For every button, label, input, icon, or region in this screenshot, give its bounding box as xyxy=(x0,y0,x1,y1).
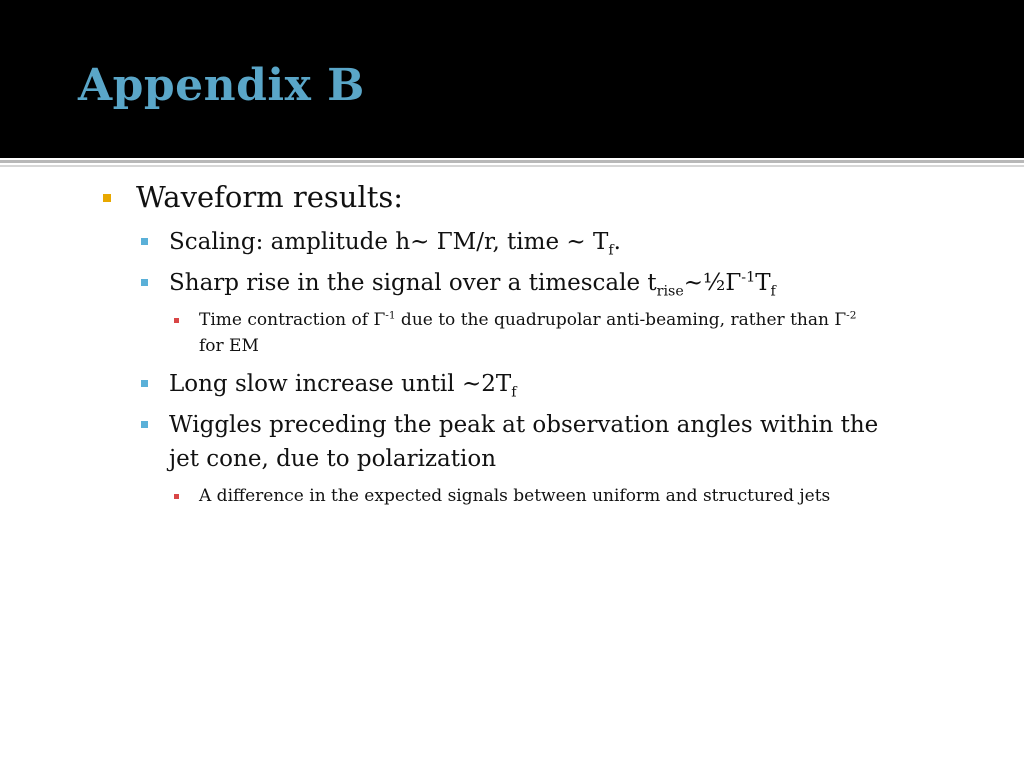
sharp-rise-factor: ~½Γ xyxy=(683,270,742,296)
gamma-superscript-2: -2 xyxy=(846,309,857,322)
bullet-square-icon xyxy=(103,194,111,202)
bullet-wiggles xyxy=(169,408,878,476)
bullet-square-icon xyxy=(141,380,148,387)
time-contraction-text-2: due to the quadrupolar anti-beaming, rather than Γ xyxy=(395,310,847,330)
bullet-sharp-rise xyxy=(169,266,776,300)
bullet-waveform-results: Waveform results: xyxy=(136,180,404,214)
bullet-square-icon xyxy=(141,238,148,245)
bullet-square-icon xyxy=(141,279,148,286)
long-slow-text: Long slow increase until ~2T xyxy=(169,371,512,397)
sharp-rise-text: Sharp rise in the signal over a timescale t xyxy=(169,270,657,296)
f-subscript: f xyxy=(770,283,776,300)
sharp-rise-t: T xyxy=(755,270,771,296)
wiggles-line-1: Wiggles preceding the peak at observation angles within the xyxy=(169,412,879,438)
bullet-long-slow-increase xyxy=(169,367,517,401)
rise-subscript: rise xyxy=(656,283,684,300)
time-contraction-text: Time contraction of Γ xyxy=(199,310,386,330)
time-contraction-text-3: for EM xyxy=(199,336,259,356)
bullet-square-icon xyxy=(141,421,148,428)
slide-title: Appendix B xyxy=(78,60,365,111)
bullet-difference-signals: A difference in the expected signals between uniform and structured jets xyxy=(199,486,831,506)
bullet-square-icon xyxy=(174,494,179,499)
f-subscript: f xyxy=(511,384,517,401)
bullet-scaling xyxy=(169,225,621,259)
scaling-period: . xyxy=(613,229,621,255)
bullet-square-icon xyxy=(174,318,179,323)
gamma-superscript: -1 xyxy=(741,269,756,286)
bullet-time-contraction xyxy=(199,307,989,359)
gamma-superscript: -1 xyxy=(385,309,396,322)
scaling-text: Scaling: amplitude h~ ΓM/r, time ~ T xyxy=(169,229,609,255)
scaling-subscript: f xyxy=(608,242,614,259)
wiggles-line-2: jet cone, due to polarization xyxy=(169,446,497,472)
